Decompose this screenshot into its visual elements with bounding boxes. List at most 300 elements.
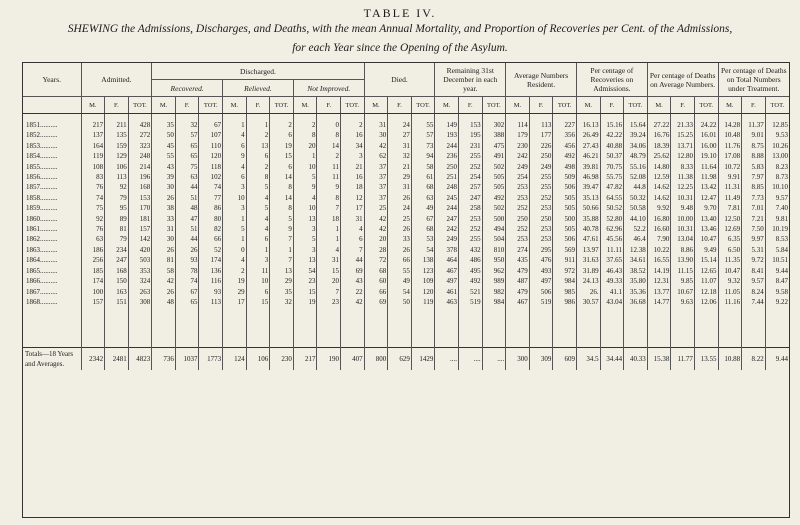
data-cell: 114 xyxy=(506,120,530,130)
data-cell: 6 xyxy=(246,234,270,244)
data-cell: 461 xyxy=(435,287,459,297)
data-cell: 10.31 xyxy=(671,193,695,203)
data-cell: 12 xyxy=(341,193,365,203)
data-cell: 8.86 xyxy=(671,245,695,255)
data-cell: 74 xyxy=(81,193,105,203)
data-cell: 21 xyxy=(341,162,365,172)
data-cell: 50.52 xyxy=(600,203,624,213)
data-cell: 26 xyxy=(152,193,176,203)
year-cell: 1868.......... xyxy=(26,297,58,306)
data-cell: 16.80 xyxy=(647,214,671,224)
data-cell: 234 xyxy=(105,245,129,255)
data-cell: 92 xyxy=(81,214,105,224)
data-cell: 26 xyxy=(388,224,412,234)
data-cell: 42 xyxy=(364,224,388,234)
col-f-header: F. xyxy=(246,97,270,114)
data-cell: 230 xyxy=(506,141,530,151)
data-cell: 135 xyxy=(105,130,129,140)
data-cell: 39.47 xyxy=(576,182,600,192)
data-cell: 86 xyxy=(199,203,223,213)
data-cell: 227 xyxy=(553,120,577,130)
data-cell: 9.91 xyxy=(718,172,742,182)
data-cell: 248 xyxy=(128,151,152,161)
data-cell: 14.62 xyxy=(647,193,671,203)
data-cell: 11.16 xyxy=(718,297,742,307)
table-title: TABLE IV. xyxy=(363,6,437,20)
data-cell: 179 xyxy=(506,130,530,140)
totals-cell: 609 xyxy=(553,348,577,371)
data-cell: 985 xyxy=(553,287,577,297)
data-cell: 113 xyxy=(199,297,223,307)
totals-cell: 9.44 xyxy=(765,348,789,371)
data-cell: 248 xyxy=(435,182,459,192)
data-cell: 19 xyxy=(293,297,317,307)
filler-row xyxy=(23,307,789,348)
data-cell: 34 xyxy=(341,141,365,151)
totals-cell: 2481 xyxy=(105,348,129,371)
data-cell: 82 xyxy=(199,224,223,234)
col-m-header: M. xyxy=(223,97,247,114)
data-cell: 37 xyxy=(364,182,388,192)
totals-row xyxy=(23,348,789,371)
col-tot-header: TOT. xyxy=(199,97,223,114)
data-cell: 1 xyxy=(223,234,247,244)
data-cell: 252 xyxy=(506,224,530,234)
data-cell: 153 xyxy=(459,120,483,130)
data-cell: 79 xyxy=(105,193,129,203)
data-cell: 214 xyxy=(128,162,152,172)
data-cell: 31 xyxy=(152,224,176,234)
col-m-header: M. xyxy=(718,97,742,114)
totals-cell: 800 xyxy=(364,348,388,371)
data-cell: 65 xyxy=(175,297,199,307)
data-cell: 7 xyxy=(317,287,341,297)
data-cell: 7.81 xyxy=(718,203,742,213)
data-cell: 7 xyxy=(270,255,294,265)
data-cell: 21 xyxy=(388,162,412,172)
statistics-table xyxy=(23,63,789,370)
data-cell: 14 xyxy=(317,141,341,151)
data-cell: 493 xyxy=(529,266,553,276)
data-cell: 24 xyxy=(388,120,412,130)
data-cell: 174 xyxy=(199,255,223,265)
data-cell: 42 xyxy=(341,297,365,307)
data-cell: 353 xyxy=(128,266,152,276)
data-cell: 323 xyxy=(128,141,152,151)
data-cell: 6 xyxy=(246,287,270,297)
data-cell: 15.25 xyxy=(671,130,695,140)
data-cell: 62.96 xyxy=(600,224,624,234)
years-header: Years. xyxy=(23,63,81,97)
data-cell: 19 xyxy=(223,276,247,286)
data-cell: 163 xyxy=(105,287,129,297)
data-cell: 79 xyxy=(105,234,129,244)
data-cell: 18.39 xyxy=(647,141,671,151)
data-cell: 6 xyxy=(246,151,270,161)
data-cell: 12.65 xyxy=(694,266,718,276)
year-cell: 1867.......... xyxy=(26,287,58,296)
data-cell: 110 xyxy=(199,141,223,151)
data-cell: 108 xyxy=(81,162,105,172)
data-cell: 120 xyxy=(411,287,435,297)
data-cell: 123 xyxy=(411,266,435,276)
totals-cell: 309 xyxy=(529,348,553,371)
data-cell: 57 xyxy=(411,130,435,140)
col-m-header: M. xyxy=(647,97,671,114)
discharged-header: Discharged. xyxy=(152,63,364,80)
data-cell: 61 xyxy=(411,172,435,182)
data-cell: 54 xyxy=(293,266,317,276)
data-cell: 231 xyxy=(459,141,483,151)
data-cell: 43 xyxy=(152,162,176,172)
data-cell: 10 xyxy=(223,193,247,203)
data-cell: 2 xyxy=(270,120,294,130)
totals-cell: 2342 xyxy=(81,348,105,371)
data-cell: 253 xyxy=(529,203,553,213)
data-cell: 41.1 xyxy=(600,287,624,297)
data-cell: 75 xyxy=(175,162,199,172)
col-tot-header: TOT. xyxy=(624,97,648,114)
data-cell: 20 xyxy=(317,276,341,286)
data-cell: 9.44 xyxy=(765,266,789,276)
data-cell: 2 xyxy=(246,162,270,172)
data-cell: 26 xyxy=(175,245,199,255)
data-cell: 15 xyxy=(246,297,270,307)
data-cell: 9.53 xyxy=(765,130,789,140)
data-cell: 252 xyxy=(459,162,483,172)
data-cell: 66 xyxy=(364,287,388,297)
data-cell: 19.10 xyxy=(694,151,718,161)
data-cell: 31.63 xyxy=(576,255,600,265)
data-cell: 8.88 xyxy=(742,151,766,161)
year-cell: 1863.......... xyxy=(26,245,58,254)
admitted-header: Admitted. xyxy=(81,63,152,97)
data-cell: 113 xyxy=(105,172,129,182)
data-cell: 8 xyxy=(246,172,270,182)
data-cell: 244 xyxy=(435,203,459,213)
data-cell: 70.75 xyxy=(600,162,624,172)
data-cell: 12.47 xyxy=(694,193,718,203)
data-cell: 911 xyxy=(553,255,577,265)
data-cell: 12.06 xyxy=(694,297,718,307)
table-row xyxy=(23,151,789,161)
data-cell: 24.22 xyxy=(694,120,718,130)
col-m-header: M. xyxy=(152,97,176,114)
year-cell: 1864.......... xyxy=(26,256,58,265)
data-cell: 500 xyxy=(553,214,577,224)
data-cell: 475 xyxy=(482,141,506,151)
data-cell: 8.24 xyxy=(742,287,766,297)
data-cell: 54 xyxy=(388,287,412,297)
data-cell: 92 xyxy=(105,182,129,192)
data-cell: 153 xyxy=(128,193,152,203)
col-tot-header: TOT. xyxy=(270,97,294,114)
data-cell: 46.21 xyxy=(576,151,600,161)
totals-cell: 124 xyxy=(223,348,247,371)
data-cell: 44 xyxy=(175,182,199,192)
data-cell: 505 xyxy=(482,182,506,192)
data-cell: 26. xyxy=(576,287,600,297)
data-cell: 170 xyxy=(128,203,152,213)
data-cell: 68 xyxy=(364,266,388,276)
data-cell: 118 xyxy=(199,162,223,172)
data-cell: 49.33 xyxy=(600,276,624,286)
data-cell: 32 xyxy=(270,297,294,307)
data-cell: 498 xyxy=(553,162,577,172)
data-cell: 249 xyxy=(529,162,553,172)
data-cell: 19 xyxy=(270,141,294,151)
pct-recoveries-header: Per centage of Recoveries on Admissions. xyxy=(576,63,647,97)
data-cell: 254 xyxy=(506,172,530,182)
data-cell: 9.49 xyxy=(694,245,718,255)
data-cell: 81 xyxy=(105,224,129,234)
data-cell: 106 xyxy=(105,162,129,172)
data-cell: 9.58 xyxy=(765,287,789,297)
data-cell: 119 xyxy=(81,151,105,161)
data-cell: 76 xyxy=(81,182,105,192)
totals-cell: 4823 xyxy=(128,348,152,371)
col-f-header: F. xyxy=(529,97,553,114)
data-cell: 26 xyxy=(388,245,412,255)
year-cell: 1853.......... xyxy=(26,141,58,150)
table-row xyxy=(23,120,789,130)
pct-deaths-total-header: Per centage of Deaths on Total Numbers under Treatment. xyxy=(718,63,789,97)
data-cell: 428 xyxy=(128,120,152,130)
data-cell: 15.14 xyxy=(694,255,718,265)
data-cell: 54 xyxy=(411,245,435,255)
data-cell: 250 xyxy=(529,151,553,161)
data-cell: 5 xyxy=(246,203,270,213)
data-cell: 308 xyxy=(128,297,152,307)
data-cell: 16.00 xyxy=(694,141,718,151)
data-cell: 4 xyxy=(223,255,247,265)
data-cell: 1 xyxy=(293,151,317,161)
data-cell: 9.32 xyxy=(718,276,742,286)
data-cell: 35 xyxy=(152,120,176,130)
data-cell: 504 xyxy=(482,234,506,244)
table-row xyxy=(23,193,789,203)
col-tot-header: TOT. xyxy=(341,97,365,114)
data-cell: 58 xyxy=(152,266,176,276)
data-cell: 810 xyxy=(482,245,506,255)
data-cell: 17.08 xyxy=(718,151,742,161)
data-cell: 250 xyxy=(529,214,553,224)
year-cell: 1860.......... xyxy=(26,214,58,223)
data-cell: 242 xyxy=(435,224,459,234)
data-cell: 13 xyxy=(270,266,294,276)
data-cell: 10.51 xyxy=(765,255,789,265)
data-cell: 38.52 xyxy=(624,266,648,276)
data-cell: 129 xyxy=(105,151,129,161)
data-cell: 8.23 xyxy=(765,162,789,172)
data-cell: 25.62 xyxy=(647,151,671,161)
data-cell: 464 xyxy=(435,255,459,265)
pct-deaths-avg-header: Per centage of Deaths on Average Numbers. xyxy=(647,63,718,97)
data-cell: 5 xyxy=(293,172,317,182)
data-cell: 503 xyxy=(128,255,152,265)
totals-cell: 407 xyxy=(341,348,365,371)
data-cell: 157 xyxy=(81,297,105,307)
data-cell: 8.41 xyxy=(742,266,766,276)
data-cell: 13 xyxy=(293,255,317,265)
data-cell: 456 xyxy=(553,141,577,151)
col-f-header: F. xyxy=(105,97,129,114)
data-cell: 42 xyxy=(152,276,176,286)
data-cell: 13.90 xyxy=(671,255,695,265)
data-cell: 989 xyxy=(482,276,506,286)
data-cell: 50.37 xyxy=(600,151,624,161)
data-cell: 174 xyxy=(81,276,105,286)
data-cell: 10.67 xyxy=(671,287,695,297)
data-cell: 186 xyxy=(81,245,105,255)
data-cell: 63 xyxy=(175,172,199,182)
totals-cell: 190 xyxy=(317,348,341,371)
data-cell: 250 xyxy=(506,214,530,224)
data-cell: 255 xyxy=(459,234,483,244)
data-cell: 10.26 xyxy=(765,141,789,151)
data-cell: 17 xyxy=(223,297,247,307)
col-f-header: F. xyxy=(317,97,341,114)
data-cell: 22 xyxy=(341,287,365,297)
data-cell: 253 xyxy=(529,234,553,244)
data-cell: 45 xyxy=(152,141,176,151)
totals-cell: 40.33 xyxy=(624,348,648,371)
data-cell: 52 xyxy=(199,245,223,255)
data-cell: 113 xyxy=(529,120,553,130)
data-cell: 14.77 xyxy=(647,297,671,307)
table-row xyxy=(23,224,789,234)
data-cell: 8.33 xyxy=(671,162,695,172)
data-cell: 49 xyxy=(388,276,412,286)
data-cell: 16 xyxy=(341,130,365,140)
data-cell: 9.70 xyxy=(694,203,718,213)
year-cell: 1855.......... xyxy=(26,162,58,171)
data-cell: 1 xyxy=(223,120,247,130)
data-cell: 44 xyxy=(341,255,365,265)
data-cell: 38 xyxy=(152,203,176,213)
data-cell: 9 xyxy=(317,182,341,192)
data-cell: 9.57 xyxy=(765,193,789,203)
data-cell: 36.68 xyxy=(624,297,648,307)
data-cell: 31.89 xyxy=(576,266,600,276)
data-cell: 29 xyxy=(223,287,247,297)
data-cell: 13.00 xyxy=(765,151,789,161)
data-cell: 11.49 xyxy=(718,193,742,203)
data-cell: 1 xyxy=(317,234,341,244)
data-cell: 8.47 xyxy=(765,276,789,286)
data-cell: 15.16 xyxy=(600,120,624,130)
data-cell: 31 xyxy=(317,255,341,265)
col-tot-header: TOT. xyxy=(694,97,718,114)
data-cell: 67 xyxy=(175,287,199,297)
data-cell: 962 xyxy=(482,266,506,276)
data-cell: 27.22 xyxy=(647,120,671,130)
data-cell: 15 xyxy=(270,151,294,161)
data-cell: 12.50 xyxy=(718,214,742,224)
data-cell: 245 xyxy=(435,193,459,203)
data-cell: 52.2 xyxy=(624,224,648,234)
data-cell: 31 xyxy=(388,141,412,151)
data-cell: 64.55 xyxy=(600,193,624,203)
data-cell: 1 xyxy=(223,214,247,224)
data-cell: 168 xyxy=(105,266,129,276)
data-cell: 46.98 xyxy=(576,172,600,182)
data-cell: 177 xyxy=(529,130,553,140)
data-cell: 46.4 xyxy=(624,234,648,244)
col-m-header: M. xyxy=(435,97,459,114)
data-cell: 73 xyxy=(411,141,435,151)
data-cell: 217 xyxy=(81,120,105,130)
totals-cell: 1037 xyxy=(175,348,199,371)
data-cell: 10 xyxy=(293,162,317,172)
data-cell: 151 xyxy=(105,297,129,307)
data-cell: 51 xyxy=(175,193,199,203)
data-cell: 13.97 xyxy=(576,245,600,255)
data-cell: 984 xyxy=(482,297,506,307)
data-cell: 16.13 xyxy=(576,120,600,130)
data-cell: 12.31 xyxy=(647,276,671,286)
average-header: Average Numbers Resident. xyxy=(506,63,577,97)
year-cell: 1859.......... xyxy=(26,204,58,213)
data-cell: 12.18 xyxy=(694,287,718,297)
data-cell: 2 xyxy=(293,120,317,130)
data-cell: 479 xyxy=(506,287,530,297)
data-cell: 66 xyxy=(388,255,412,265)
data-cell: 11.37 xyxy=(742,120,766,130)
data-cell: 27.43 xyxy=(576,141,600,151)
table-row xyxy=(23,214,789,224)
died-header: Died. xyxy=(364,63,435,97)
totals-cell: .... xyxy=(435,348,459,371)
data-cell: 12.25 xyxy=(671,182,695,192)
data-cell: 505 xyxy=(553,224,577,234)
data-cell: 27 xyxy=(388,130,412,140)
data-cell: 497 xyxy=(435,276,459,286)
recovered-header: Recovered. xyxy=(152,80,223,97)
totals-cell: 34.44 xyxy=(600,348,624,371)
data-cell: 37.65 xyxy=(600,255,624,265)
data-cell: 37 xyxy=(364,193,388,203)
data-cell: 76 xyxy=(81,224,105,234)
totals-cell: 34.5 xyxy=(576,348,600,371)
data-cell: 6 xyxy=(223,172,247,182)
data-cell: 14.62 xyxy=(647,182,671,192)
table-row xyxy=(23,245,789,255)
data-cell: 476 xyxy=(529,255,553,265)
data-cell: 12.69 xyxy=(718,224,742,234)
totals-cell: .... xyxy=(459,348,483,371)
data-cell: 7 xyxy=(341,245,365,255)
data-cell: 142 xyxy=(128,234,152,244)
data-cell: 253 xyxy=(506,193,530,203)
data-cell: 14.19 xyxy=(647,266,671,276)
data-cell: 26.49 xyxy=(576,130,600,140)
col-m-header: M. xyxy=(81,97,105,114)
totals-cell: 1773 xyxy=(199,348,223,371)
data-cell: 35.36 xyxy=(624,287,648,297)
col-tot-header: TOT. xyxy=(765,97,789,114)
table-row xyxy=(23,297,789,307)
data-cell: 29 xyxy=(388,172,412,182)
data-cell: 4 xyxy=(246,193,270,203)
data-cell: 4 xyxy=(317,245,341,255)
data-cell: 11 xyxy=(317,162,341,172)
data-cell: 116 xyxy=(199,276,223,286)
data-cell: 9.48 xyxy=(671,203,695,213)
data-cell: 7.44 xyxy=(742,297,766,307)
data-cell: 8 xyxy=(293,130,317,140)
totals-cell: 106 xyxy=(246,348,270,371)
